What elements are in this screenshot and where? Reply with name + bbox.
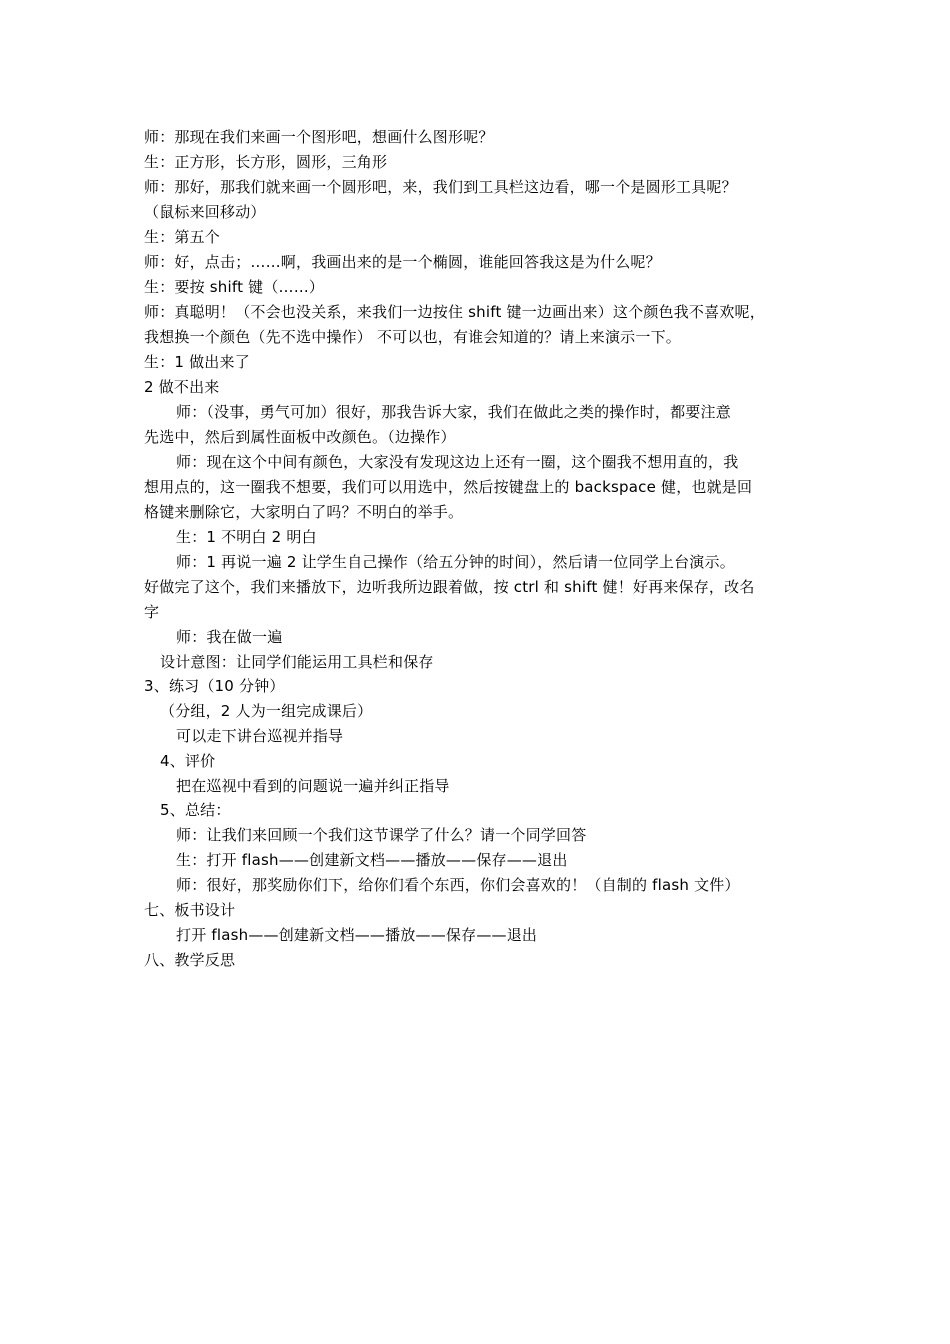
text-line: 生：打开 flash——创建新文档——播放——保存——退出 xyxy=(176,851,568,869)
text-line: 师：我在做一遍 xyxy=(176,628,283,646)
text-line: 师：让我们来回顾一个我们这节课学了什么？请一个同学回答 xyxy=(176,826,587,844)
text-line: 先选中，然后到属性面板中改颜色。（边操作） xyxy=(144,428,456,446)
text-line: 生：第五个 xyxy=(144,228,221,246)
text-line: 我想换一个颜色（先不选中操作） 不可以也，有谁会知道的？请上来演示一下。 xyxy=(144,328,681,346)
text-line: 把在巡视中看到的问题说一遍并纠正指导 xyxy=(176,777,450,795)
text-line: 师：很好，那奖励你们下，给你们看个东西，你们会喜欢的！（自制的 flash 文件） xyxy=(176,876,740,894)
text-line: 生：正方形，长方形，圆形，三角形 xyxy=(144,153,388,171)
text-line: （鼠标来回移动） xyxy=(144,203,266,221)
text-line: 师：1 再说一遍 2 让学生自己操作（给五分钟的时间），然后请一位同学上台演示。 xyxy=(176,553,735,571)
text-line: 字 xyxy=(144,603,160,621)
text-line: 格键来删除它，大家明白了吗？不明白的举手。 xyxy=(144,503,464,521)
text-line: 师：现在这个中间有颜色，大家没有发现这边上还有一圈，这个圈我不想用直的，我 xyxy=(176,453,739,471)
text-line: 师：真聪明！（不会也没关系，来我们一边按住 shift 键一边画出来）这个颜色我不喜欢呢， xyxy=(144,303,765,321)
text-line: 师：好，点击；……啊，我画出来的是一个椭圆，谁能回答我这是为什么呢？ xyxy=(144,253,661,271)
text-line: 师：（没事，勇气可加）很好，那我告诉大家，我们在做此之类的操作时，都要注意 xyxy=(176,403,731,421)
text-line: 师：那现在我们来画一个图形吧，想画什么图形呢？ xyxy=(144,128,494,146)
text-line: 师：那好，那我们就来画一个圆形吧，来，我们到工具栏这边看，哪一个是圆形工具呢？ xyxy=(144,178,737,196)
section-heading: 5、总结： xyxy=(160,801,231,819)
text-line: 生：要按 shift 键（……） xyxy=(144,278,325,296)
section-heading: 4、评价 xyxy=(160,752,216,770)
text-line: 打开 flash——创建新文档——播放——保存——退出 xyxy=(176,926,538,944)
text-line: 设计意图：让同学们能运用工具栏和保存 xyxy=(160,653,434,671)
text-line: 可以走下讲台巡视并指导 xyxy=(176,727,344,745)
section-heading: 3、练习（10 分钟） xyxy=(144,677,285,695)
section-heading: 七、板书设计 xyxy=(144,901,236,919)
section-heading: 八、教学反思 xyxy=(144,951,236,969)
text-line: 生：1 做出来了 xyxy=(144,353,250,371)
text-line: （分组，2 人为一组完成课后） xyxy=(160,702,373,720)
text-line: 生：1 不明白 2 明白 xyxy=(176,528,317,546)
text-line: 想用点的，这一圈我不想要，我们可以用选中，然后按键盘上的 backspace 健，也就是回 xyxy=(144,478,753,496)
text-line: 好做完了这个，我们来播放下，边听我所边跟着做，按 ctrl 和 shift 健！好再来保存，改名 xyxy=(144,578,755,596)
text-line: 2 做不出来 xyxy=(144,378,220,396)
